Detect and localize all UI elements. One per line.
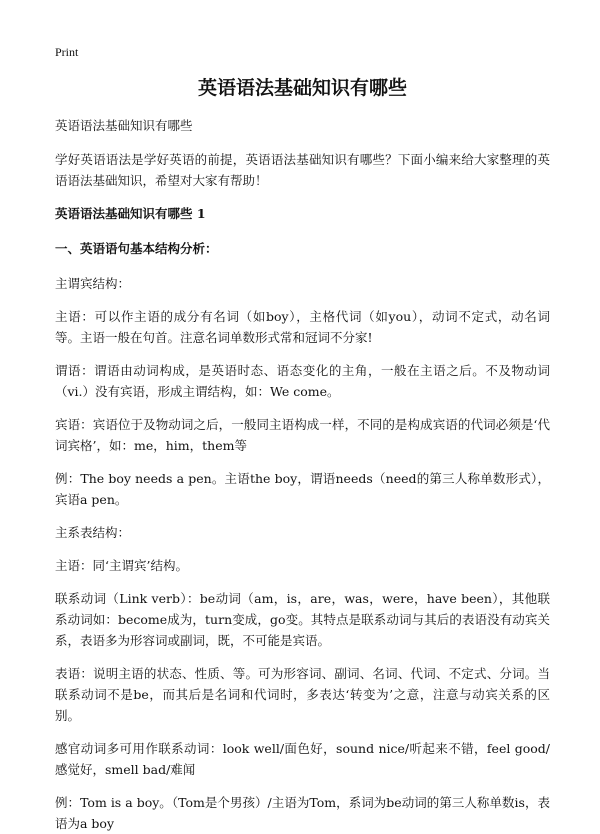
section-heading: 英语语法基础知识有哪些 1 (55, 206, 206, 221)
paragraph-predicative: 表语：说明主语的状态、性质、等。可为形容词、副词、名词、代词、不定式、分词。当联系动词不是be，而其后是名词和代词时，多表达‘转变为’之意，注意与动宾关系的区别。 (55, 666, 550, 723)
paragraph-example-1: 例：The boy needs a pen。主语the boy，谓语needs（need的第三人称单数形式），宾语a pen。 (55, 471, 550, 507)
print-label: Print (55, 45, 79, 59)
document-subtitle: 英语语法基础知识有哪些 (55, 118, 193, 133)
paragraph-object: 宾语：宾语位于及物动词之后，一般同主语构成一样，不同的是构成宾语的代词必须是‘代词宾格’，如：me，him，them等 (55, 417, 550, 453)
intro-paragraph: 学好英语语法是学好英语的前提，英语语法基础知识有哪些？下面小编来给大家整理的英语语法基础知识，希望对大家有帮助！ (55, 152, 550, 188)
paragraph-predicate: 谓语：谓语由动词构成，是英语时态、语态变化的主角，一般在主语之后。不及物动词（vi.）没有宾语，形成主谓结构，如：We come。 (55, 363, 550, 399)
paragraph-slp-subject: 主语：同‘主谓宾’结构。 (55, 558, 188, 573)
subsection-heading: 一、英语语句基本结构分析： (55, 241, 218, 256)
document-title: 英语语法基础知识有哪些 (197, 77, 407, 99)
paragraph-slp-heading: 主系表结构： (55, 525, 131, 540)
paragraph-subject: 主语：可以作主语的成分有名词（如boy），主格代词（如you），动词不定式，动名词等。主语一般在句首。注意名词单数形式常和冠词不分家! (55, 309, 550, 345)
paragraph-link-verb: 联系动词（Link verb）：be动词（am，is，are，was，were，have been），其他联系动词如：become成为，turn变成，go变。其特点是联系动词与其后的表语没有动宾关系，表语多为形容词或副词，既，不可能是宾语。 (55, 591, 550, 648)
paragraph-svo-heading: 主谓宾结构： (55, 276, 131, 291)
paragraph-sense-verbs: 感官动词多可用作联系动词：look well/面色好，sound nice/听起来不错，feel good/感觉好，smell bad/难闻 (55, 741, 550, 777)
paragraph-example-2: 例：Tom is a boy。（Tom是个男孩）/主语为Tom，系词为be动词的第三人称单数is，表语为a boy (55, 795, 550, 831)
